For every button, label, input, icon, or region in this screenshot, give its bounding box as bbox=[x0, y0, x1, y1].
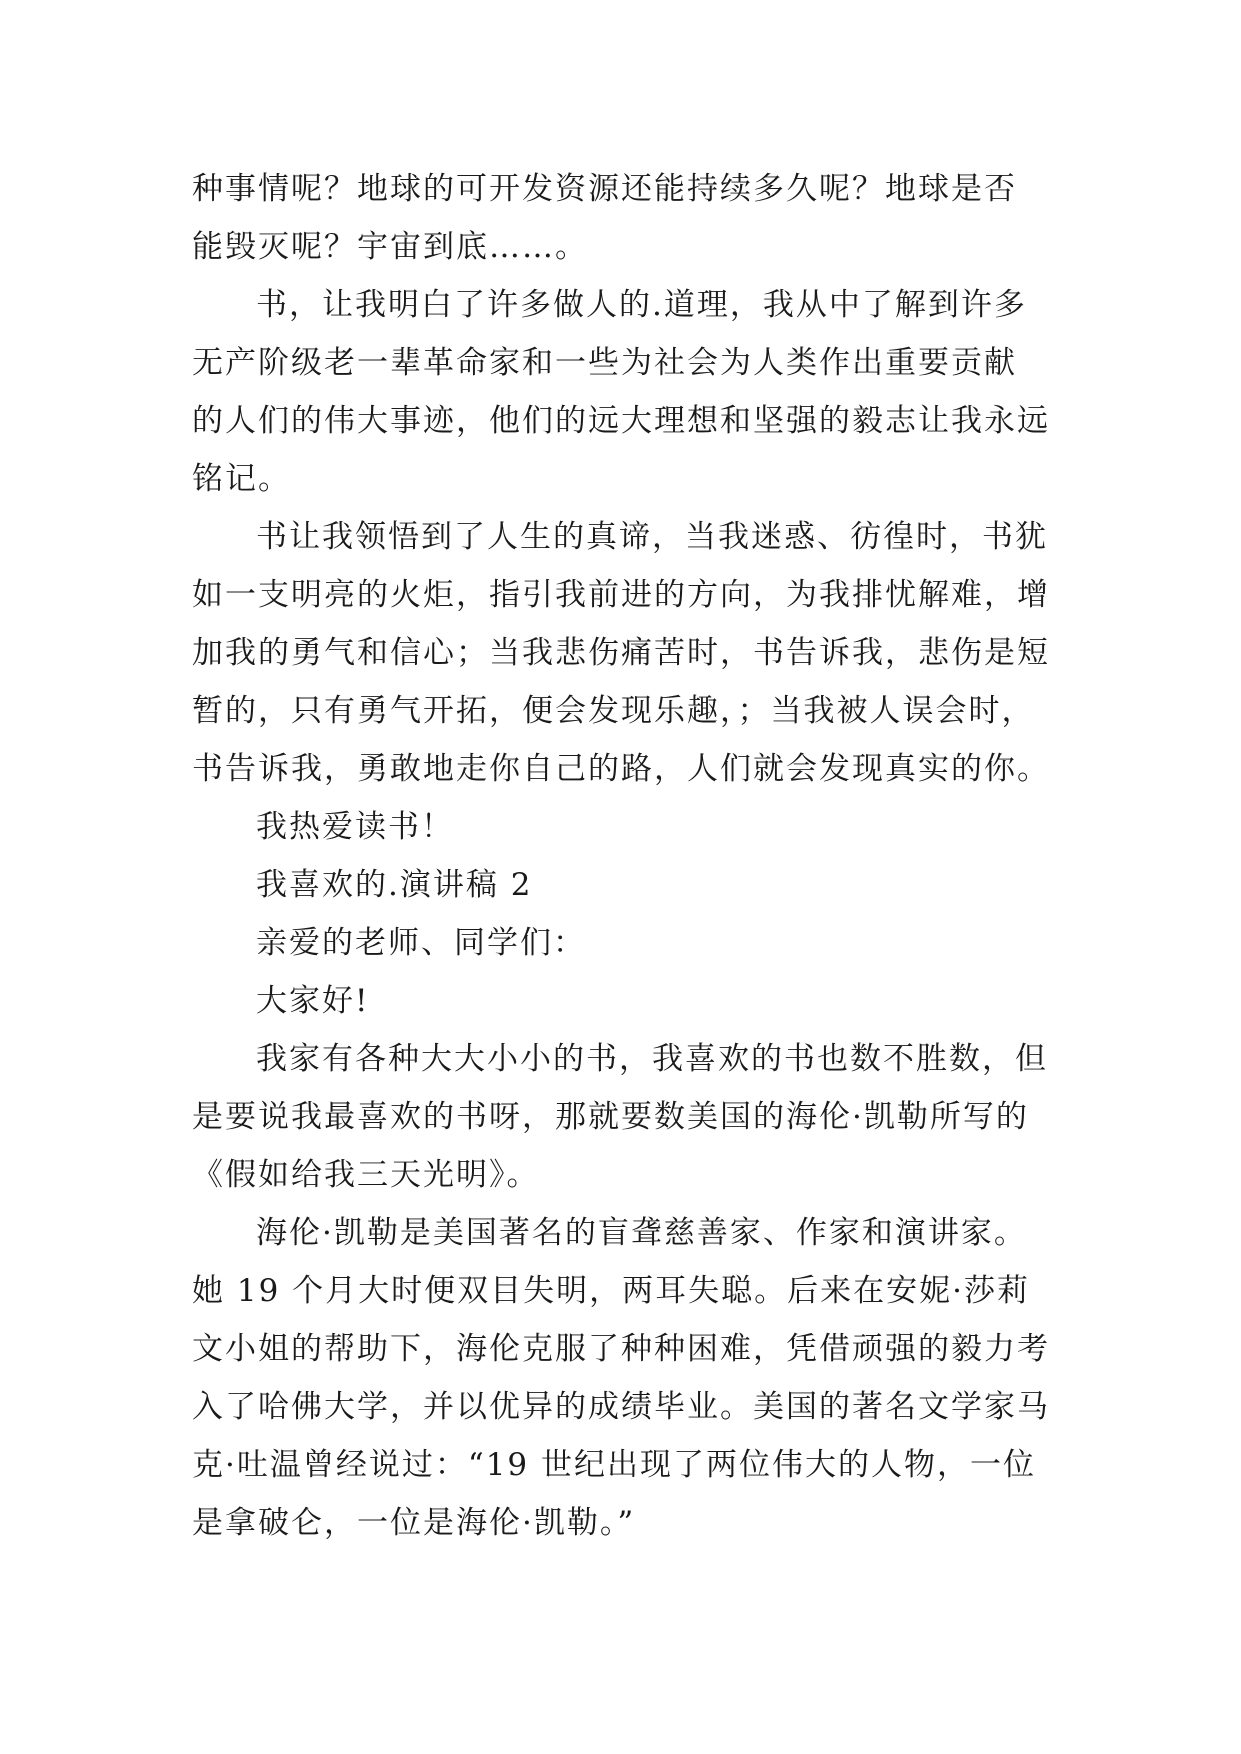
greeting: 大家好! bbox=[256, 983, 370, 1019]
text-line: 能毁灭呢？宇宙到底……。 bbox=[192, 229, 588, 265]
section-heading: 我喜欢的.演讲稿 2 bbox=[256, 867, 533, 903]
body-text bbox=[192, 160, 1072, 1552]
text-line: 入了哈佛大学，并以优异的成绩毕业。美国的著名文学家马 bbox=[192, 1389, 1050, 1425]
text-line: 克·吐温曾经说过：“19 世纪出现了两位伟大的人物，一位 bbox=[192, 1447, 1036, 1483]
text-line: 我热爱读书！ bbox=[256, 809, 454, 845]
text-line: 无产阶级老一辈革命家和一些为社会为人类作出重要贡献 bbox=[192, 345, 1017, 381]
text-line: 的人们的伟大事迹，他们的远大理想和坚强的毅志让我永远 bbox=[192, 403, 1050, 439]
text-line: 我家有各种大大小小的书，我喜欢的书也数不胜数，但 bbox=[256, 1041, 1048, 1077]
text-line: 《假如给我三天光明》。 bbox=[192, 1157, 540, 1193]
text-line: 书，让我明白了许多做人的.道理，我从中了解到许多 bbox=[256, 287, 1027, 323]
text-line: 文小姐的帮助下，海伦克服了种种困难，凭借顽强的毅力考 bbox=[192, 1331, 1050, 1367]
text-line: 是要说我最喜欢的书呀，那就要数美国的海伦·凯勒所写的 bbox=[192, 1099, 1029, 1135]
text-line: 如一支明亮的火炬，指引我前进的方向，为我排忧解难，增 bbox=[192, 577, 1050, 613]
text-line: 她 19 个月大时便双目失明，两耳失聪。后来在安妮·莎莉 bbox=[192, 1273, 1031, 1309]
text-line: 是拿破仑，一位是海伦·凯勒。” bbox=[192, 1505, 636, 1541]
text-line: 种事情呢？地球的可开发资源还能持续多久呢？地球是否 bbox=[192, 171, 1017, 207]
text-line: 书告诉我，勇敢地走你自己的路，人们就会发现真实的你。 bbox=[192, 751, 1050, 787]
text-line: 加我的勇气和信心；当我悲伤痛苦时，书告诉我，悲伤是短 bbox=[192, 635, 1050, 671]
text-line: 海伦·凯勒是美国著名的盲聋慈善家、作家和演讲家。 bbox=[256, 1215, 1027, 1251]
text-line: 书让我领悟到了人生的真谛，当我迷惑、彷徨时，书犹 bbox=[256, 519, 1048, 555]
salutation: 亲爱的老师、同学们： bbox=[256, 925, 586, 961]
text-line: 铭记。 bbox=[192, 461, 291, 497]
text-line: 暂的，只有勇气开拓，便会发现乐趣，；当我被人误会时， bbox=[192, 693, 1035, 729]
